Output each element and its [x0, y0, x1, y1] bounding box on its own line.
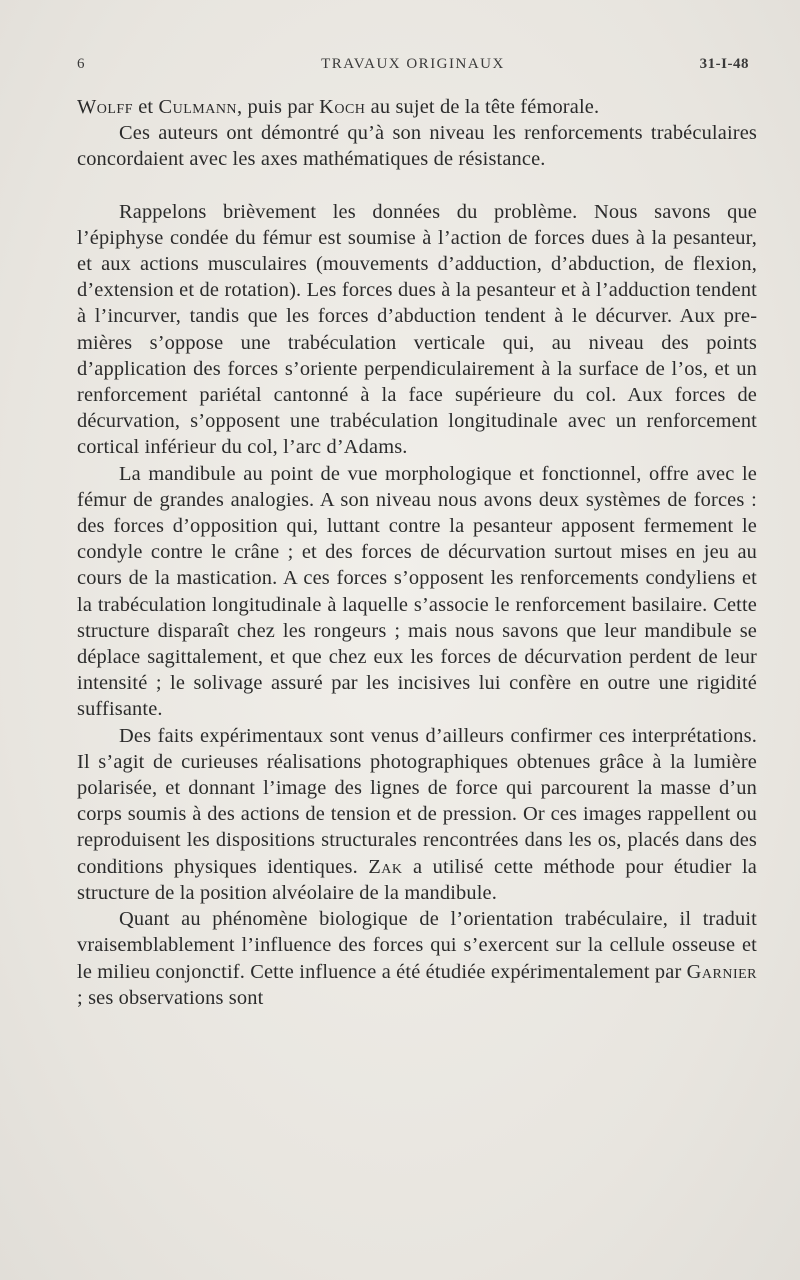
paragraph-6: [77, 906, 757, 1011]
issue-date: 31-I-48: [699, 56, 749, 72]
author-name: Culmann: [158, 96, 238, 118]
text-run: , puis par: [237, 96, 320, 118]
text-run: a utilisé cette méthode pour étudier la structure de la position alvéolaire de la mandibule.: [77, 855, 757, 904]
text-run: et: [132, 96, 159, 118]
text-run: au sujet de la tête fémorale.: [365, 96, 600, 118]
text-run: ; ses observations sont: [77, 986, 264, 1009]
text-run: Ces auteurs ont démontré qu’à son niveau les renforcements trabéculaires concordaient avec les axes mathématiques de résistance.: [77, 122, 757, 171]
paragraph-3: [77, 199, 757, 461]
paragraph-1: [77, 94, 757, 120]
paragraph-4: [77, 461, 757, 723]
text-run: Des faits expérimentaux sont venus d’ailleurs confirmer ces interprétations. Il s’agit de curieuses réalisations photographiques obtenues grâce à la lumière polarisée, et donnant l’image des lignes de force qui parcourent la masse d’un corps soumis à des actions de tension et de pression. Or ces images rappellent ou reproduisent les dispositions structurales rencontrées dans les os, placés dans des conditions physiques identiques.: [77, 724, 757, 878]
article-body: [77, 94, 757, 1011]
paragraph-2: [77, 120, 757, 172]
author-name: Zak: [368, 855, 403, 878]
paragraph-5: [77, 723, 757, 906]
author-name: Wolff: [77, 96, 133, 118]
text-run: Rappelons brièvement les données du problème. Nous savons que l’épiphyse condée du fémur est soumise à l’action de forces dues à la pesanteur, et aux actions musculaires (mouvements d’adduction, d’abduction, de flexion, d’extension et de rotation). Les forces dues à la pesanteur et à l’adduction tendent à l’incurver, tandis que les forces d’abduction tendent à le décurver. Aux premières s’oppose une trabéculation verticale qui, au niveau des points d’application des forces s’oriente perpendiculairement à la surface de l’os, et un renforcement pariétal cantonné à la face supérieure du col. Aux forces de décurvation, s’opposent une trabéculation longitudinale avec un renforcement cortical inférieur du col, l’arc d’Adams.: [77, 200, 757, 459]
author-name: Garnier: [686, 960, 757, 983]
page-number: 6: [77, 56, 86, 72]
text-run: Quant au phénomène biologique de l’orientation trabéculaire, il traduit vraisemblablement l’influence des forces qui s’exercent sur la cellule osseuse et le milieu conjonctif. Cette influence a été étudiée expérimentalement par: [77, 908, 757, 983]
text-run: La mandibule au point de vue morphologique et fonctionnel, offre avec le fémur de grandes analogies. A son niveau nous avons deux systèmes de forces : des forces d’opposition qui, luttant contre la pesanteur apposent fermement le condyle contre le crâne ; et des forces de décurvation surtout mises en jeu au cours de la mastication. A ces forces s’opposent les renforcements condyliens et la trabéculation longitudinale à laquelle s’associe le renforcement basilaire. Cette structure disparaît chez les rongeurs ; mais nous savons que leur mandibule se déplace sagittalement, et que chez eux les forces de décurvation perdent de leur intensité ; le solivage assuré par les incisives lui confère en outre une rigidité suffisante.: [77, 462, 757, 721]
running-header: [77, 56, 749, 78]
journal-section-title: TRAVAUX ORIGINAUX: [321, 56, 505, 72]
author-name: Koch: [319, 96, 366, 118]
